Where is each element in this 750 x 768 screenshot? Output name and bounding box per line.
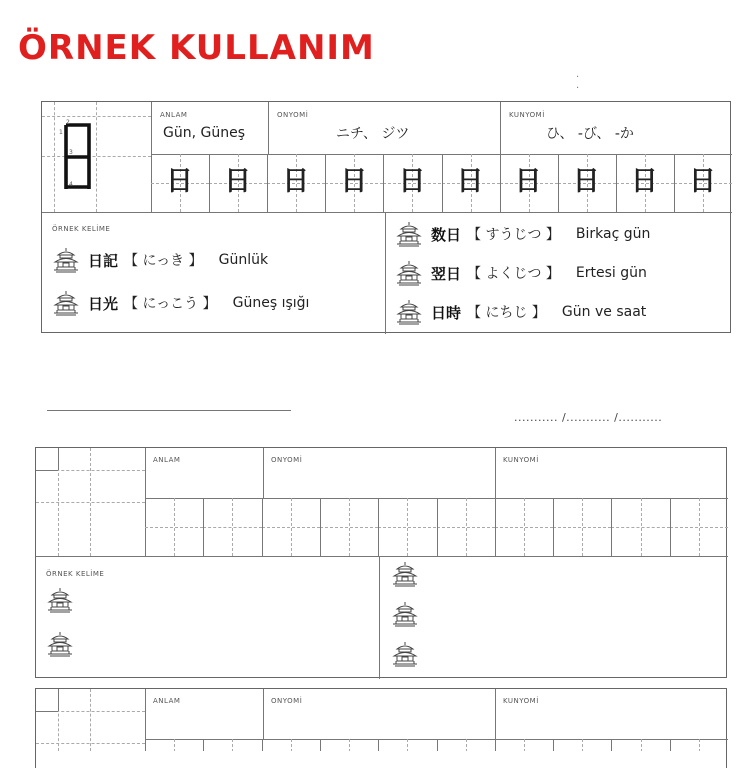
- example-word-row: [52, 289, 309, 317]
- example-reading: 【 にちじ 】: [467, 305, 546, 321]
- example-kanji-card: [41, 101, 731, 333]
- practice-kanji: 日: [282, 166, 310, 197]
- meaning-label: ANLAM: [160, 111, 188, 119]
- examples-label: ÖRNEK KELİME: [52, 225, 111, 233]
- stroke-number: 4: [69, 181, 73, 188]
- example-meaning: Gün ve saat: [561, 304, 647, 320]
- practice-kanji: 日: [688, 166, 716, 197]
- practice-cell[interactable]: [437, 498, 495, 556]
- stroke-number: 1: [59, 129, 63, 136]
- name-line[interactable]: [47, 410, 291, 411]
- practice-cell[interactable]: [262, 739, 320, 751]
- date-field[interactable]: ........... /........... /...........: [514, 411, 663, 424]
- kunyomi-label: KUNYOMİ: [503, 456, 539, 464]
- practice-kanji: 日: [398, 166, 426, 197]
- onyomi-label: ONYOMİ: [277, 111, 309, 119]
- kanji-stroke-diagram: [62, 122, 92, 192]
- practice-kanji: 日: [166, 166, 194, 197]
- practice-cell[interactable]: [320, 498, 378, 556]
- example-word: 日記: [88, 251, 119, 270]
- example-meaning: Ertesi gün: [575, 265, 647, 281]
- pagoda-icon: [395, 298, 423, 326]
- example-word: 翌日: [431, 264, 462, 283]
- practice-cell[interactable]: [267, 154, 325, 212]
- example-reading: 【 すうじつ 】: [467, 227, 560, 243]
- practice-cell[interactable]: [378, 739, 436, 751]
- practice-cell[interactable]: [442, 154, 500, 212]
- practice-cell[interactable]: [495, 498, 553, 556]
- practice-kanji: 日: [224, 166, 252, 197]
- meaning-label: ANLAM: [153, 456, 181, 464]
- meaning-value: Gün, Güneş: [163, 125, 245, 141]
- example-meaning: Güneş ışığı: [232, 295, 310, 311]
- example-word: 日光: [88, 294, 119, 313]
- practice-cell[interactable]: [383, 154, 441, 212]
- example-word-row: [395, 259, 647, 287]
- kunyomi-value: ひ、 -び、 -か: [546, 126, 634, 142]
- practice-cell[interactable]: [325, 154, 383, 212]
- practice-cell[interactable]: [500, 154, 558, 212]
- top-dots: · ·: [576, 72, 635, 94]
- onyomi-label: ONYOMİ: [271, 456, 303, 464]
- example-meaning: Birkaç gün: [575, 226, 651, 242]
- practice-cell[interactable]: [320, 739, 378, 751]
- practice-cell[interactable]: [378, 498, 436, 556]
- blank-kanji-card: [35, 447, 727, 678]
- example-word-row: [395, 220, 650, 248]
- practice-kanji: 日: [630, 166, 658, 197]
- practice-cell[interactable]: [670, 498, 728, 556]
- practice-cell[interactable]: [151, 154, 209, 212]
- practice-row: [151, 154, 732, 212]
- pagoda-icon: [391, 560, 419, 588]
- practice-cell[interactable]: [670, 739, 728, 751]
- practice-cell[interactable]: [262, 498, 320, 556]
- kanji-stroke-box[interactable]: [36, 448, 145, 556]
- practice-cell[interactable]: [558, 154, 616, 212]
- example-reading: 【 よくじつ 】: [467, 266, 560, 282]
- practice-cell[interactable]: [437, 739, 495, 751]
- example-word: 数日: [431, 225, 462, 244]
- page-title: ÖRNEK KULLANIM: [18, 28, 375, 68]
- pagoda-icon: [391, 600, 419, 628]
- practice-row[interactable]: [145, 739, 728, 751]
- stroke-number: 2: [66, 119, 70, 126]
- meaning-label: ANLAM: [153, 697, 181, 705]
- examples-label: ÖRNEK KELİME: [46, 570, 105, 578]
- pagoda-icon: [395, 220, 423, 248]
- practice-cell[interactable]: [553, 498, 611, 556]
- onyomi-value: ニチ、 ジツ: [336, 126, 410, 142]
- practice-kanji: 日: [514, 166, 542, 197]
- example-reading: 【 にっこう 】: [124, 296, 217, 312]
- pagoda-icon: [395, 259, 423, 287]
- pagoda-icon: [52, 246, 80, 274]
- kunyomi-label: KUNYOMİ: [509, 111, 545, 119]
- practice-cell[interactable]: [611, 739, 669, 751]
- practice-cell[interactable]: [203, 739, 261, 751]
- practice-cell[interactable]: [203, 498, 261, 556]
- kanji-stroke-box: [42, 102, 151, 212]
- practice-cell[interactable]: [145, 498, 203, 556]
- onyomi-label: ONYOMİ: [271, 697, 303, 705]
- pagoda-icon: [391, 640, 419, 668]
- practice-cell[interactable]: [495, 739, 553, 751]
- practice-row[interactable]: [145, 498, 728, 556]
- practice-kanji: 日: [456, 166, 484, 197]
- practice-kanji: 日: [572, 166, 600, 197]
- kunyomi-label: KUNYOMİ: [503, 697, 539, 705]
- practice-cell[interactable]: [611, 498, 669, 556]
- pagoda-icon: [52, 289, 80, 317]
- practice-cell[interactable]: [674, 154, 732, 212]
- practice-cell[interactable]: [209, 154, 267, 212]
- stroke-number: 3: [69, 149, 73, 156]
- pagoda-icon: [46, 586, 74, 614]
- pagoda-icon: [46, 630, 74, 658]
- practice-cell[interactable]: [553, 739, 611, 751]
- example-word-row: [395, 298, 646, 326]
- example-word: 日時: [431, 303, 462, 322]
- practice-cell[interactable]: [616, 154, 674, 212]
- practice-cell[interactable]: [145, 739, 203, 751]
- example-meaning: Günlük: [218, 252, 269, 268]
- practice-kanji: 日: [340, 166, 368, 197]
- example-reading: 【 にっき 】: [124, 253, 203, 269]
- example-word-row: [52, 246, 268, 274]
- blank-kanji-card: [35, 688, 727, 768]
